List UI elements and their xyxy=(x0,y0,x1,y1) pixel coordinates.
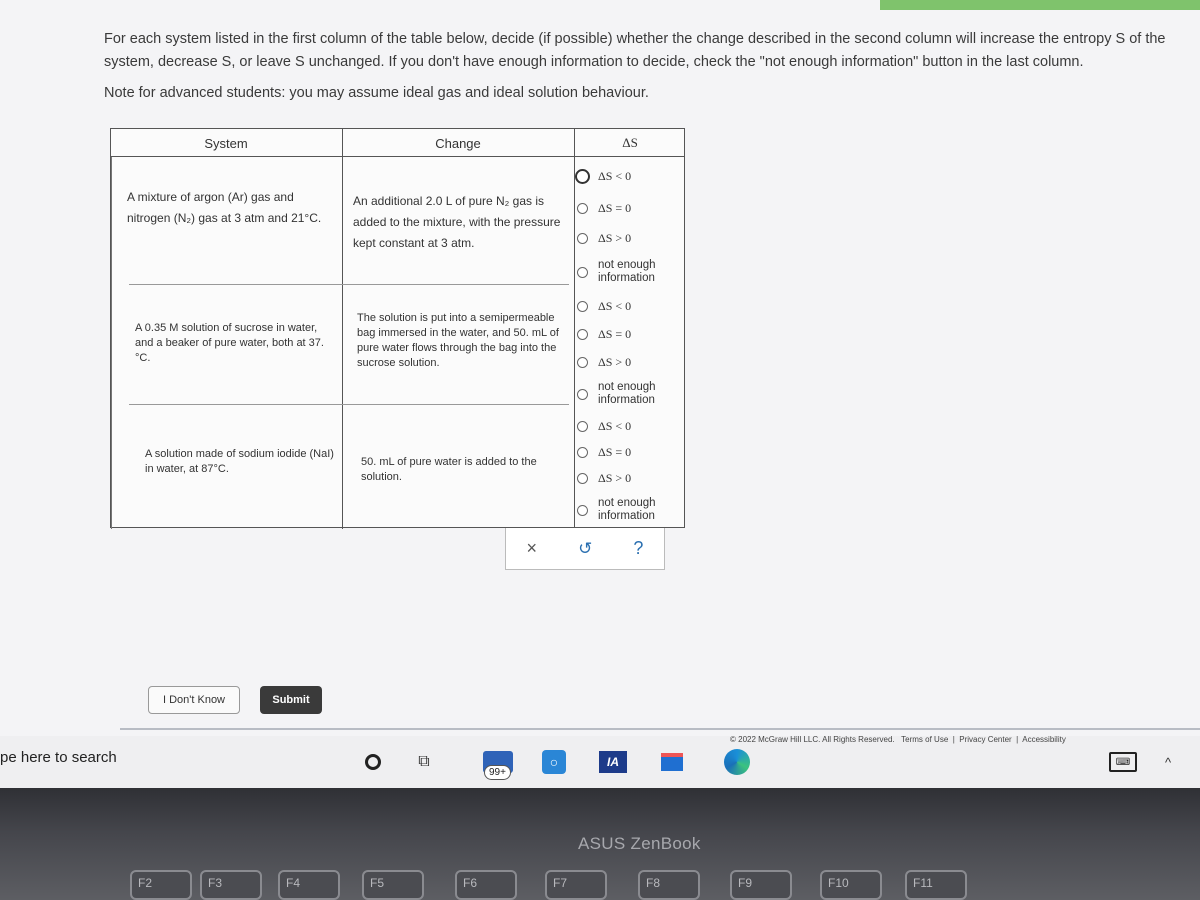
entropy-table xyxy=(110,128,685,528)
progress-accent-bar xyxy=(880,0,1200,10)
terms-link[interactable]: Terms of Use xyxy=(901,735,949,744)
key-f4: F4 xyxy=(278,870,340,900)
key-f11: F11 xyxy=(905,870,967,900)
app-o-icon[interactable]: ○ xyxy=(540,748,568,776)
row3-system: A solution made of sodium iodide (NaI) in water, at 87°C. xyxy=(145,448,334,475)
radio-button[interactable] xyxy=(577,505,588,516)
undo-button[interactable]: ↺ xyxy=(578,538,593,558)
copyright-text: © 2022 McGraw Hill LLC. All Rights Reserved. xyxy=(730,735,895,744)
row2-change: The solution is put into a semipermeable bag immersed in the water, and 50. mL of pure water flows through the bag into the sucrose solution. xyxy=(357,312,559,369)
row1-change: An additional 2.0 L of pure N₂ gas is added to the mixture, with the pressure kept constant at 3 atm. xyxy=(353,194,561,250)
store-icon[interactable] xyxy=(660,748,684,776)
row3-option-increase[interactable]: ΔS > 0 xyxy=(577,471,631,486)
column-divider xyxy=(574,157,575,529)
instructions xyxy=(104,28,1184,105)
row1-system: A mixture of argon (Ar) gas and nitrogen (N₂) gas at 3 atm and 21°C. xyxy=(127,190,322,225)
column-divider xyxy=(342,129,343,157)
radio-button[interactable] xyxy=(577,233,588,244)
radio-button[interactable] xyxy=(577,421,588,432)
key-f6: F6 xyxy=(455,870,517,900)
header-divider xyxy=(111,156,684,157)
instructions-text: For each system listed in the first column of the table below, decide (if possible) whether the change described in the second column will increase the entropy S of the system, decrease S, or leave S unchanged. If you don't have enough information to decide, check the "not enough information" button in the last column. xyxy=(104,31,1166,70)
key-f7: F7 xyxy=(545,870,607,900)
accessibility-link[interactable]: Accessibility xyxy=(1022,735,1066,744)
radio-button[interactable] xyxy=(577,203,588,214)
radio-button[interactable] xyxy=(575,169,590,184)
row2-system: A 0.35 M solution of sucrose in water, and a beaker of pure water, both at 37.°C. xyxy=(135,322,324,364)
header-delta-s: ΔS xyxy=(622,135,638,150)
chevron-up-icon[interactable]: ^ xyxy=(1164,754,1172,770)
copyright-footer: © 2022 McGraw Hill LLC. All Rights Reserved. Terms of Use | Privacy Center | Accessibility xyxy=(730,735,1066,744)
cortana-icon[interactable] xyxy=(360,748,386,776)
header-system: System xyxy=(204,135,248,151)
row1-option-decrease[interactable]: ΔS < 0 xyxy=(577,169,631,184)
row2-option-zero[interactable]: ΔS = 0 xyxy=(577,327,631,342)
mail-badge: 99+ xyxy=(484,765,511,780)
radio-button[interactable] xyxy=(577,389,588,400)
row-divider xyxy=(129,404,569,405)
radio-button[interactable] xyxy=(577,447,588,458)
row1-option-increase[interactable]: ΔS > 0 xyxy=(577,231,631,246)
row1-option-zero[interactable]: ΔS = 0 xyxy=(577,201,631,216)
taskbar-search[interactable]: pe here to search xyxy=(0,748,117,766)
key-f3: F3 xyxy=(200,870,262,900)
ia-app-icon[interactable]: IA xyxy=(598,748,628,776)
key-f8: F8 xyxy=(638,870,700,900)
radio-button[interactable] xyxy=(577,473,588,484)
submit-button[interactable]: Submit xyxy=(260,686,322,714)
clear-button[interactable]: × xyxy=(526,538,538,558)
key-f9: F9 xyxy=(730,870,792,900)
row3-option-zero[interactable]: ΔS = 0 xyxy=(577,445,631,460)
function-keys xyxy=(0,862,1200,900)
key-f5: F5 xyxy=(362,870,424,900)
footer-divider xyxy=(120,728,1200,730)
row1-option-not-enough[interactable]: not enough information xyxy=(577,259,677,285)
radio-button[interactable] xyxy=(577,301,588,312)
column-divider xyxy=(574,129,575,157)
row2-option-not-enough[interactable]: not enough information xyxy=(577,381,677,407)
radio-button[interactable] xyxy=(577,267,588,278)
row2-option-decrease[interactable]: ΔS < 0 xyxy=(577,299,631,314)
row3-change: 50. mL of pure water is added to the solution. xyxy=(361,456,537,483)
edge-browser-icon[interactable] xyxy=(722,748,752,776)
key-f10: F10 xyxy=(820,870,882,900)
answer-actions xyxy=(505,528,665,570)
row2-option-increase[interactable]: ΔS > 0 xyxy=(577,355,631,370)
instructions-note: Note for advanced students: you may assume ideal gas and ideal solution behaviour. xyxy=(104,85,649,101)
radio-button[interactable] xyxy=(577,329,588,340)
key-f2: F2 xyxy=(130,870,192,900)
help-button[interactable]: ? xyxy=(633,538,644,558)
privacy-link[interactable]: Privacy Center xyxy=(959,735,1012,744)
radio-button[interactable] xyxy=(577,357,588,368)
task-view-icon[interactable]: ⧉ xyxy=(418,753,430,770)
column-divider xyxy=(342,157,343,529)
header-change: Change xyxy=(435,135,481,151)
row-divider xyxy=(129,284,569,285)
dont-know-button[interactable]: I Don't Know xyxy=(148,686,240,714)
column-divider xyxy=(111,157,112,529)
keyboard-tray-icon[interactable]: ⌨ xyxy=(1108,748,1138,776)
row3-option-decrease[interactable]: ΔS < 0 xyxy=(577,419,631,434)
row3-option-not-enough[interactable]: not enough information xyxy=(577,497,677,523)
laptop-brand: ASUS ZenBook xyxy=(578,834,701,853)
